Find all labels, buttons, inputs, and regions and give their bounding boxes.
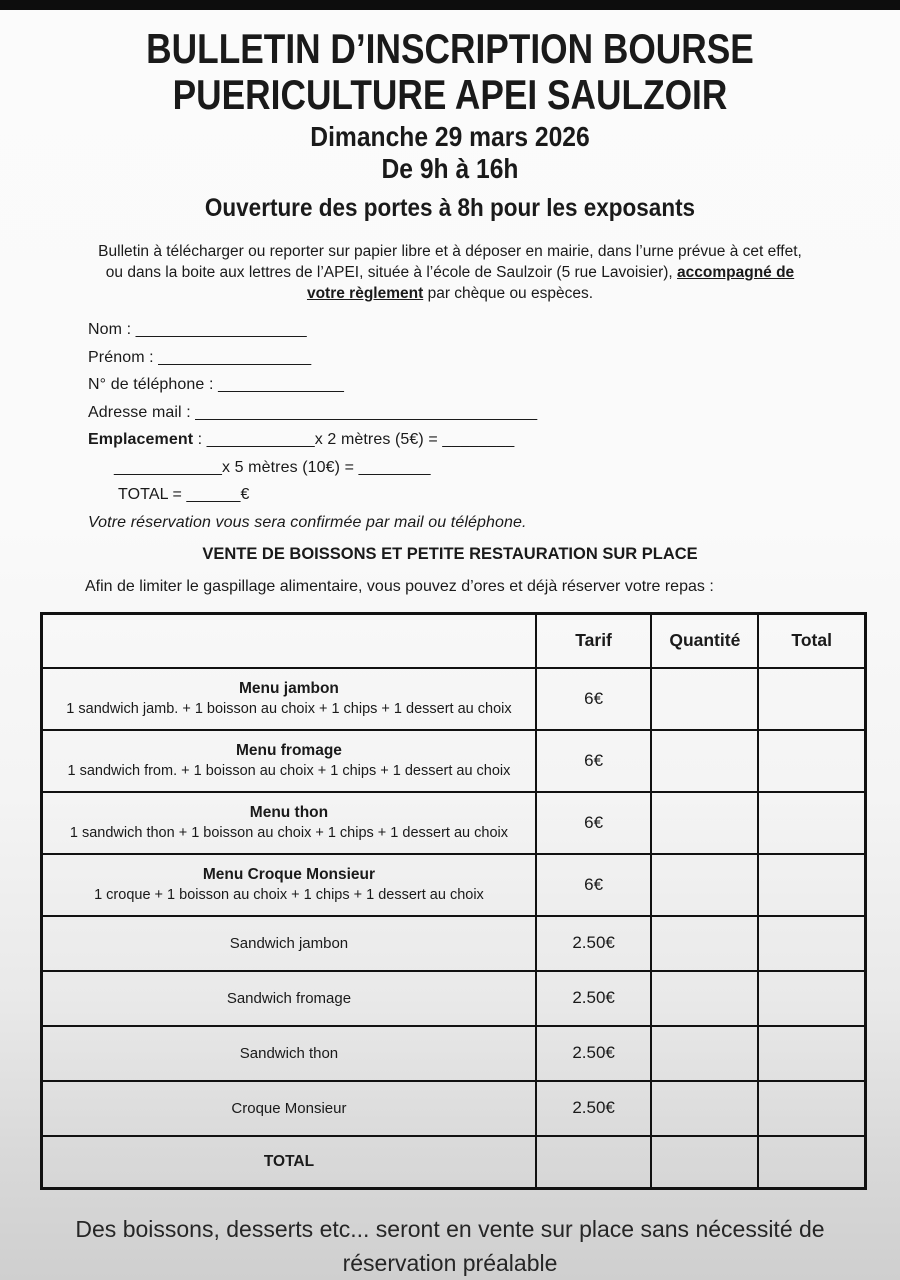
menu-desc: 1 sandwich thon + 1 boisson au choix + 1 chips + 1 dessert au choix: [69, 825, 508, 841]
tarif-cell: 6€: [536, 668, 651, 730]
header-total: Total: [758, 614, 865, 668]
total-cell: [758, 730, 865, 792]
intro-paragraph: [88, 241, 812, 304]
quantity-cell: [651, 971, 758, 1026]
menu-table: [40, 612, 867, 1190]
intro-emphasis: accompagné de votre règlement: [306, 264, 795, 302]
total-cell: [758, 1081, 865, 1136]
page-title-line-1: BULLETIN D’INSCRIPTION BOURSE: [146, 25, 754, 72]
total-label-cell: TOTAL: [42, 1136, 536, 1189]
section-heading-vente: VENTE DE BOISSONS ET PETITE RESTAURATION SUR PLACE: [202, 545, 698, 563]
table-header-row: [42, 614, 866, 668]
menu-item-cell: [42, 854, 536, 916]
tarif-cell: 6€: [536, 792, 651, 854]
menu-desc: 1 sandwich jamb. + 1 boisson au choix + 1 chips + 1 dessert au choix: [66, 701, 512, 717]
document-page: [0, 26, 900, 1190]
doors-opening-info: Ouverture des portes à 8h pour les exposants: [204, 194, 696, 222]
quantity-cell: [651, 730, 758, 792]
field-emplacement-line-2: ____________x 5 mètres (10€) = ________: [114, 458, 431, 476]
header-tarif: Tarif: [536, 614, 651, 668]
menu-desc: 1 sandwich from. + 1 boisson au choix + 1 chips + 1 dessert au choix: [67, 763, 511, 779]
table-row: [42, 1026, 866, 1081]
total-cell: [758, 971, 865, 1026]
table-row: [42, 854, 866, 916]
page-title-line-2: PUERICULTURE APEI SAULZOIR: [172, 71, 728, 118]
menu-item-cell: Sandwich thon: [42, 1026, 536, 1081]
tarif-cell: 2.50€: [536, 1026, 651, 1081]
intro-text-end: par chèque ou espèces.: [423, 285, 594, 302]
total-cell: [758, 854, 865, 916]
field-adresse-mail: Adresse mail : ______________________________________: [88, 403, 538, 421]
total-cell: [758, 792, 865, 854]
menu-name: Menu fromage: [235, 742, 342, 759]
tarif-cell: 2.50€: [536, 971, 651, 1026]
repas-intro: Afin de limiter le gaspillage alimentaire, vous pouvez d’ores et déjà réserver votre repas :: [85, 578, 714, 595]
total-cell: [758, 1136, 865, 1189]
quantity-cell: [651, 854, 758, 916]
emplacement-label: Emplacement: [88, 431, 194, 448]
table-row: [42, 730, 866, 792]
tarif-cell: 6€: [536, 730, 651, 792]
intro-text: Bulletin à télécharger ou reporter sur papier libre et à déposer en mairie, dans l’urne prévue à cet effet, ou dans la boite aux lettres de l’APEI, située à l’école de Saulzoir (5 rue Lavoisier),: [98, 243, 802, 281]
menu-item-cell: [42, 668, 536, 730]
emplacement-2m-blanks: : ____________x 2 mètres (5€) = ________: [193, 431, 515, 448]
table-row: [42, 1081, 866, 1136]
event-date: Dimanche 29 mars 2026: [310, 121, 590, 152]
quantity-cell: [651, 1136, 758, 1189]
registration-form: [88, 316, 860, 536]
menu-name: Menu thon: [249, 804, 329, 821]
field-telephone: N° de téléphone : ______________: [88, 376, 345, 393]
quantity-cell: [651, 1026, 758, 1081]
menu-item-cell: Sandwich fromage: [42, 971, 536, 1026]
menu-item-cell: [42, 792, 536, 854]
footer-note: Des boissons, desserts etc... seront en vente sur place sans nécessité de réservation préalable: [75, 1216, 825, 1276]
tarif-cell: 6€: [536, 854, 651, 916]
total-cell: [758, 668, 865, 730]
table-row: [42, 668, 866, 730]
total-cell: [758, 1026, 865, 1081]
confirmation-note: Votre réservation vous sera confirmée par mail ou téléphone.: [88, 513, 527, 531]
top-border-bar: [0, 0, 900, 10]
table-total-row: [42, 1136, 866, 1189]
header-item: [42, 614, 536, 668]
table-row: [42, 916, 866, 971]
field-prenom: Prénom : _________________: [88, 348, 312, 366]
document-header: [40, 26, 860, 223]
tarif-cell: [536, 1136, 651, 1189]
quantity-cell: [651, 916, 758, 971]
header-quantite: Quantité: [651, 614, 758, 668]
field-emplacement-line-1: [88, 426, 860, 454]
event-hours: De 9h à 16h: [381, 153, 519, 184]
menu-name: Menu jambon: [239, 680, 339, 697]
quantity-cell: [651, 792, 758, 854]
total-cell: [758, 916, 865, 971]
field-emplacement-total: TOTAL = ______€: [118, 486, 250, 503]
quantity-cell: [651, 668, 758, 730]
table-row: [42, 971, 866, 1026]
tarif-cell: 2.50€: [536, 916, 651, 971]
menu-item-cell: Sandwich jambon: [42, 916, 536, 971]
field-nom: Nom : ___________________: [88, 321, 307, 338]
menu-desc: 1 croque + 1 boisson au choix + 1 chips + 1 dessert au choix: [94, 887, 484, 903]
menu-item-cell: Croque Monsieur: [42, 1081, 536, 1136]
menu-item-cell: [42, 730, 536, 792]
tarif-cell: 2.50€: [536, 1081, 651, 1136]
quantity-cell: [651, 1081, 758, 1136]
menu-name: Menu Croque Monsieur: [202, 866, 376, 883]
table-row: [42, 792, 866, 854]
